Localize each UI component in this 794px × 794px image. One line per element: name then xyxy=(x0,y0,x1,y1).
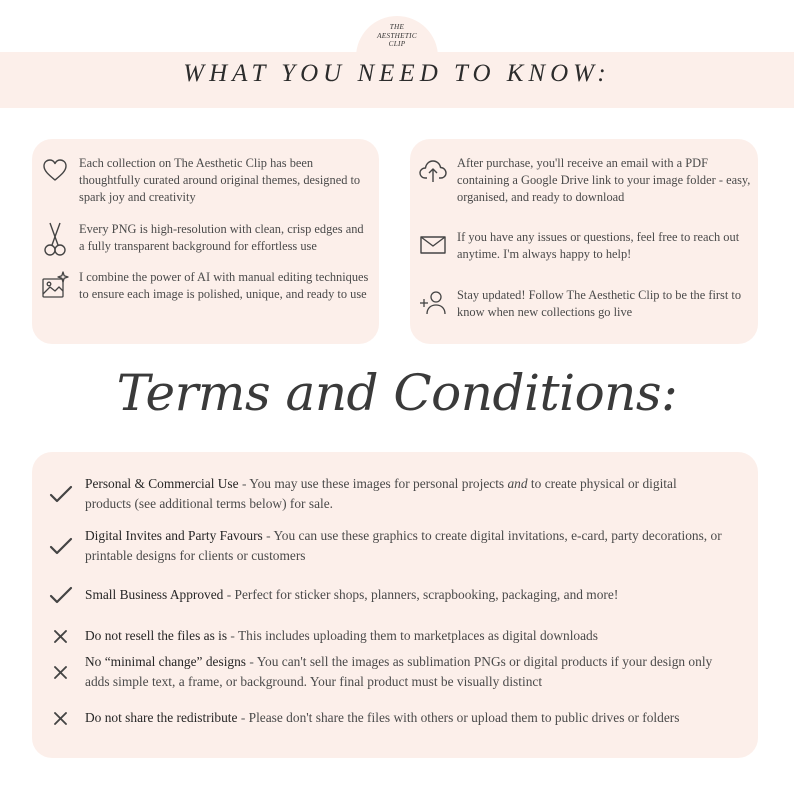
term-text xyxy=(85,526,726,565)
term-title: No “minimal change” designs xyxy=(85,654,247,669)
info-item-support xyxy=(418,229,752,263)
term-description: Please don't share the files with others or upload them to public drives or folders xyxy=(248,710,680,726)
cross-icon xyxy=(46,621,76,651)
term-text xyxy=(85,652,726,691)
info-text: Every PNG is high-resolution with clean, crisp edges and a fully transparent background for effortless use xyxy=(79,222,364,253)
term-item xyxy=(46,703,726,733)
check-icon xyxy=(46,531,76,561)
info-text: After purchase, you'll receive an email with a PDF containing a Google Drive link to your image folder - easy, organised, and ready to download xyxy=(457,156,751,204)
term-separator: - xyxy=(262,528,274,543)
page-title: WHAT YOU NEED TO KNOW: xyxy=(183,60,611,87)
term-item xyxy=(46,652,726,691)
term-separator: - xyxy=(238,476,250,491)
term-item xyxy=(46,474,726,513)
logo-line: AESTHETIC xyxy=(377,31,417,40)
term-title: Do not resell the files as is xyxy=(85,628,228,644)
term-text xyxy=(85,708,679,728)
info-item-quality xyxy=(40,221,372,255)
info-text: I combine the power of AI with manual editing techniques to ensure each image is polished, unique, and ready to use xyxy=(79,270,369,301)
mail-icon xyxy=(418,229,448,259)
logo-line: THE xyxy=(389,23,405,31)
term-description: to create physical or digital products (see additional terms below) for sale. xyxy=(85,476,677,511)
check-icon xyxy=(46,580,76,610)
add-user-icon xyxy=(418,287,448,317)
term-separator: - xyxy=(227,628,238,644)
info-item-ai xyxy=(40,269,372,303)
term-text xyxy=(85,474,726,513)
term-emphasis: and xyxy=(507,476,528,491)
term-title: Personal & Commercial Use xyxy=(85,476,239,491)
term-description: Perfect for sticker shops, planners, scrapbooking, packaging, and more! xyxy=(234,587,619,603)
info-text: If you have any issues or questions, feel free to reach out anytime. I'm always happy to help! xyxy=(457,230,740,261)
term-description: You can use these graphics to create digital invitations, e-card, party decorations, or printable designs for clients or customers xyxy=(85,528,722,563)
info-item-curated xyxy=(40,155,372,206)
term-item xyxy=(46,580,726,610)
term-description: You can't sell the images as sublimation PNGs or digital products if your design only adds simple text, a frame, or background. Your final product must be visually distinct xyxy=(85,654,713,689)
term-description: This includes uploading them to marketplaces as digital downloads xyxy=(237,628,598,644)
terms-title: Terms and Conditions: xyxy=(116,364,678,422)
term-title: Digital Invites and Party Favours xyxy=(85,528,263,543)
cloud-upload-icon xyxy=(418,155,448,185)
term-separator: - xyxy=(223,587,235,603)
term-text xyxy=(85,585,618,605)
info-item-follow xyxy=(418,287,752,321)
cross-icon xyxy=(46,703,76,733)
check-icon xyxy=(46,479,76,509)
term-text xyxy=(85,626,598,646)
term-title: Do not share the redistribute xyxy=(85,710,238,726)
term-title: Small Business Approved xyxy=(85,587,224,603)
heart-icon xyxy=(40,155,70,185)
term-separator: - xyxy=(237,710,249,726)
term-description: You may use these images for personal projects xyxy=(249,476,508,491)
logo-line: CLIP xyxy=(388,40,406,48)
cross-icon xyxy=(46,657,76,687)
scissors-icon xyxy=(40,221,70,251)
info-text: Stay updated! Follow The Aesthetic Clip to be the first to know when new collections go live xyxy=(457,288,742,319)
image-sparkle-icon xyxy=(40,269,70,299)
info-item-delivery xyxy=(418,155,752,206)
term-item xyxy=(46,621,726,651)
brand-logo xyxy=(356,23,438,49)
term-item xyxy=(46,526,726,565)
term-separator: - xyxy=(246,654,257,669)
info-text: Each collection on The Aesthetic Clip has been thoughtfully curated around original themes, designed to spark joy and creativity xyxy=(79,156,361,204)
